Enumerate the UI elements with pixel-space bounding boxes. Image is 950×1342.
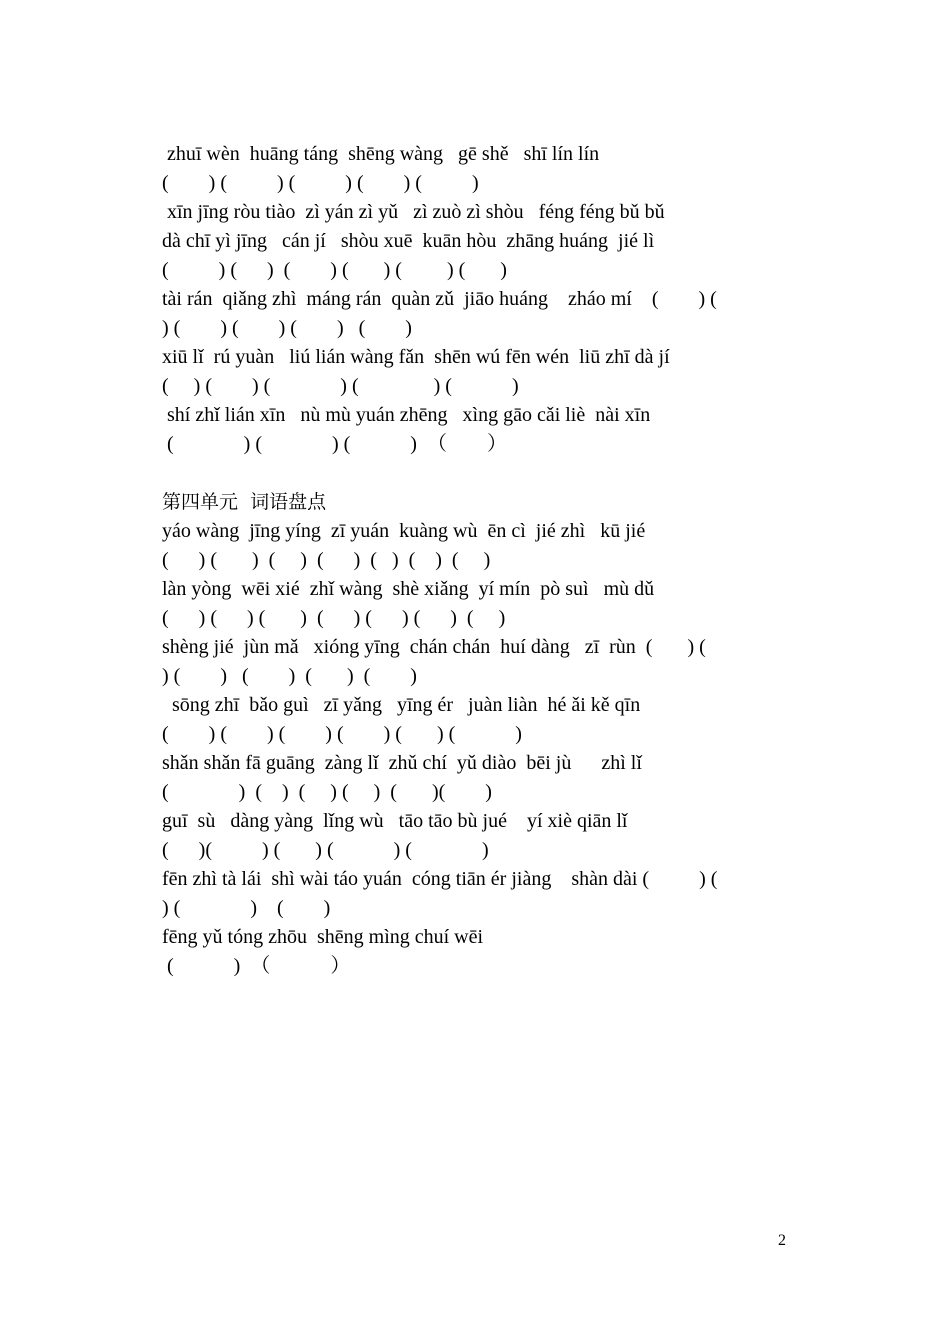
pinyin-line: xiū lǐ rú yuàn liú lián wàng fǎn shēn wú fēn wén liū zhī dà jí [162, 346, 670, 368]
answer-blanks-line: ( ) ( ) ( ) ( ) ( ) [162, 172, 479, 194]
answer-blanks-line: ( ) ( ) ( ) ( ) ( ) ( ) ( ) [162, 607, 506, 629]
answer-blanks-line: ) ( ) ( ) ( ) ( ) [162, 665, 417, 687]
pinyin-line: yáo wàng jīng yíng zī yuán kuàng wù ēn cì jié zhì kū jié [162, 520, 646, 542]
pinyin-line: fēng yǔ tóng zhōu shēng mìng chuí wēi [162, 926, 484, 948]
answer-blanks-line: ) ( ) ( ) [162, 897, 331, 919]
pinyin-line: sōng zhī bǎo guì zī yǎng yīng ér juàn liàn hé ǎi kě qīn [162, 694, 641, 716]
pinyin-line: guī sù dàng yàng lǐng wù tāo tāo bù jué yí xiè qiān lǐ [162, 810, 628, 832]
answer-blanks-line: ( ) ( ) ( ) ( ) ( ) ( ) [162, 723, 522, 745]
pinyin-line: shí zhǐ lián xīn nù mù yuán zhēng xìng gāo cǎi liè nài xīn [162, 404, 651, 426]
answer-blanks-line: ( ) ( ) ( ) ( ) ( ) [162, 375, 519, 397]
pinyin-line: xīn jīng ròu tiào zì yán zì yǔ zì zuò zì shòu féng féng bǔ bǔ [162, 201, 665, 223]
section-4-exercise [162, 488, 802, 981]
page-number: 2 [778, 1232, 786, 1249]
pinyin-line: shǎn shǎn fā guāng zàng lǐ zhǔ chí yǔ diào bēi jù zhì lǐ [162, 752, 642, 774]
pinyin-line: làn yòng wēi xié zhǐ wàng shè xiǎng yí mín pò suì mù dǔ [162, 578, 655, 600]
pinyin-line: shèng jié jùn mǎ xióng yīng chán chán huí dàng zī rùn ( ) ( [162, 636, 706, 658]
answer-blanks-line: ( ) ( ) ( ) ( ) ( ) ( ) [162, 259, 507, 281]
answer-blanks-line: ) ( ) ( ) ( ) ( ) [162, 317, 412, 339]
section-heading: 第四单元 词语盘点 [162, 491, 327, 513]
pinyin-line: tài rán qiǎng zhì máng rán quàn zǔ jiāo huáng zháo mí ( ) ( [162, 288, 717, 310]
answer-blanks-line: ( ) （ ） [162, 955, 351, 977]
answer-blanks-line: ( )( ) ( ) ( ) ( ) [162, 839, 489, 861]
answer-blanks-line: ( ) ( ) ( ) （ ） [162, 433, 507, 455]
pinyin-line: fēn zhì tà lái shì wài táo yuán cóng tiān ér jiàng shàn dài ( ) ( [162, 868, 718, 890]
section-3-exercise [162, 140, 802, 459]
answer-blanks-line: ( ) ( ) ( ) ( ) ( ) ( ) ( ) [162, 549, 491, 571]
pinyin-line: dà chī yì jīng cán jí shòu xuē kuān hòu zhāng huáng jié lì [162, 230, 655, 252]
pinyin-line: zhuī wèn huāng táng shēng wàng gē shě shī lín lín [162, 143, 600, 165]
section-spacer [162, 459, 802, 488]
page-content [162, 140, 802, 981]
answer-blanks-line: ( ) ( ) ( ) ( ) ( )( ) [162, 781, 492, 803]
